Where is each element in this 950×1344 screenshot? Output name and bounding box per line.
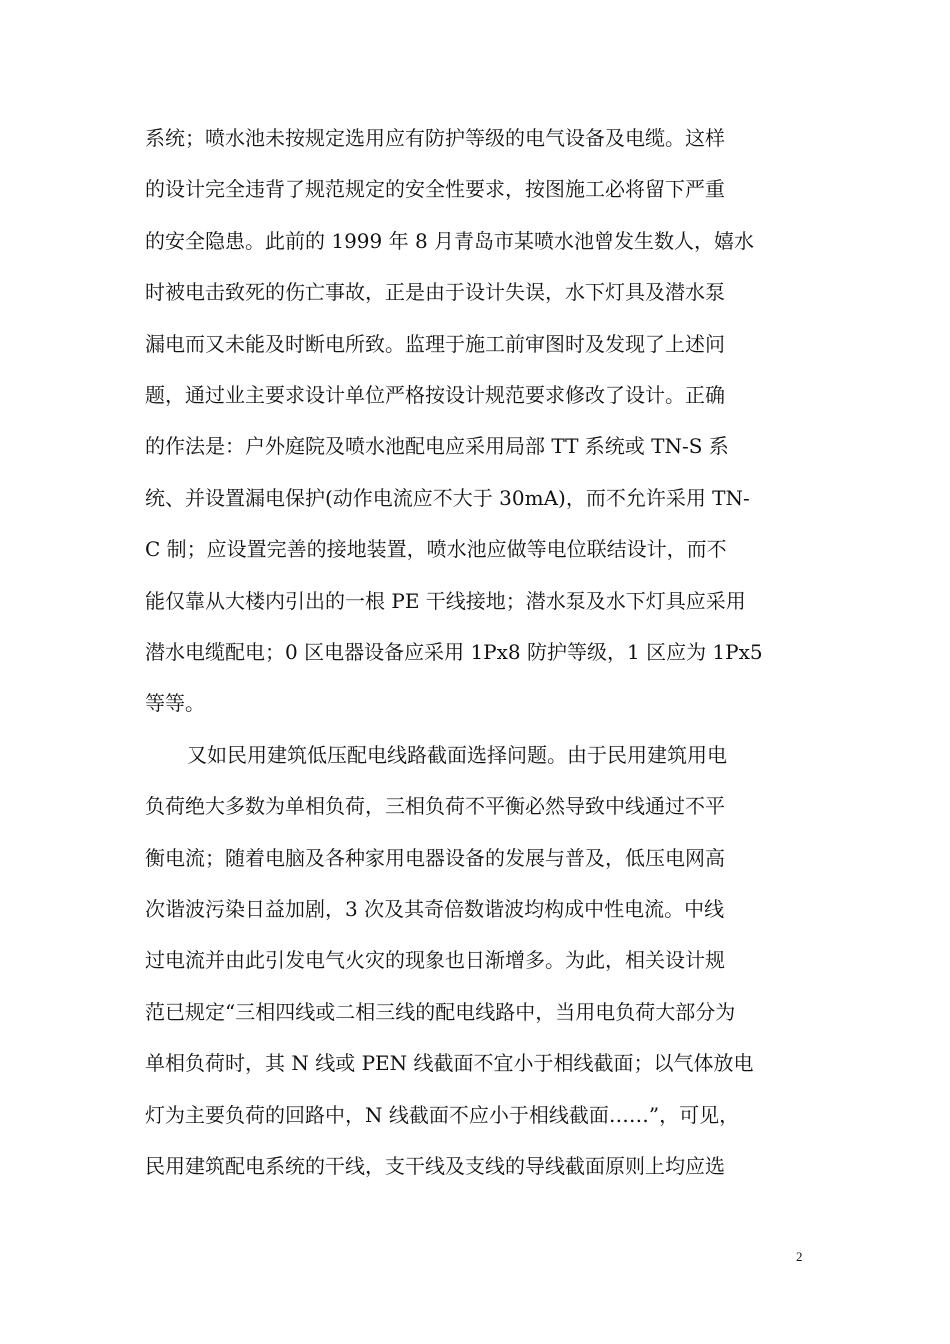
body-text-line: 潜水电缆配电；0 区电器设备应采用 1Px8 防护等级，1 区应为 1Px5 xyxy=(145,640,763,664)
body-text-line: 统、并设置漏电保护(动作电流应不大于 30mA)，而不允许采用 TN- xyxy=(145,486,750,510)
body-text-line: C 制；应设置完善的接地装置，喷水池应做等电位联结设计，而不 xyxy=(145,537,727,561)
body-text-line: 漏电而又未能及时断电所致。监理于施工前审图时及发现了上述问 xyxy=(145,332,725,356)
page-number: 2 xyxy=(796,1249,803,1264)
body-text-line: 等等。 xyxy=(145,691,205,715)
paragraph-first-line: 又如民用建筑低压配电线路截面选择问题。由于民用建筑用电 xyxy=(187,743,727,767)
body-text-line: 过电流并由此引发电气火灾的现象也日渐增多。为此，相关设计规 xyxy=(145,948,725,972)
body-text-line: 衡电流；随着电脑及各种家用电器设备的发展与普及，低压电网高 xyxy=(145,846,725,870)
body-text-line: 灯为主要负荷的回路中，N 线截面不应小于相线截面……”，可见， xyxy=(145,1103,740,1127)
body-text-line: 民用建筑配电系统的干线，支干线及支线的导线截面原则上均应选 xyxy=(145,1154,725,1178)
body-text-line: 时被电击致死的伤亡事故，正是由于设计失误，水下灯具及潜水泵 xyxy=(145,280,725,304)
body-text-line: 负荷绝大多数为单相负荷，三相负荷不平衡必然导致中线通过不平 xyxy=(145,794,725,818)
body-text-line: 单相负荷时，其 N 线或 PEN 线截面不宜小于相线截面；以气体放电 xyxy=(145,1051,754,1075)
body-text-line: 范已规定“三相四线或二相三线的配电线路中，当用电负荷大部分为 xyxy=(145,1000,736,1024)
body-text-line: 次谐波污染日益加剧，3 次及其奇倍数谐波均构成中性电流。中线 xyxy=(145,897,725,921)
body-text-line: 系统；喷水池未按规定选用应有防护等级的电气设备及电缆。这样 xyxy=(145,126,725,150)
body-text-line: 的设计完全违背了规范规定的安全性要求，按图施工必将留下严重 xyxy=(145,177,725,201)
body-text-line: 能仅靠从大楼内引出的一根 PE 干线接地；潜水泵及水下灯具应采用 xyxy=(145,589,746,613)
body-text-line: 的作法是：户外庭院及喷水池配电应采用局部 TT 系统或 TN-S 系 xyxy=(145,434,729,458)
body-text-line: 的安全隐患。此前的 1999 年 8 月青岛市某喷水池曾发生数人，嬉水 xyxy=(145,229,755,253)
body-text-line: 题，通过业主要求设计单位严格按设计规范要求修改了设计。正确 xyxy=(145,383,725,407)
